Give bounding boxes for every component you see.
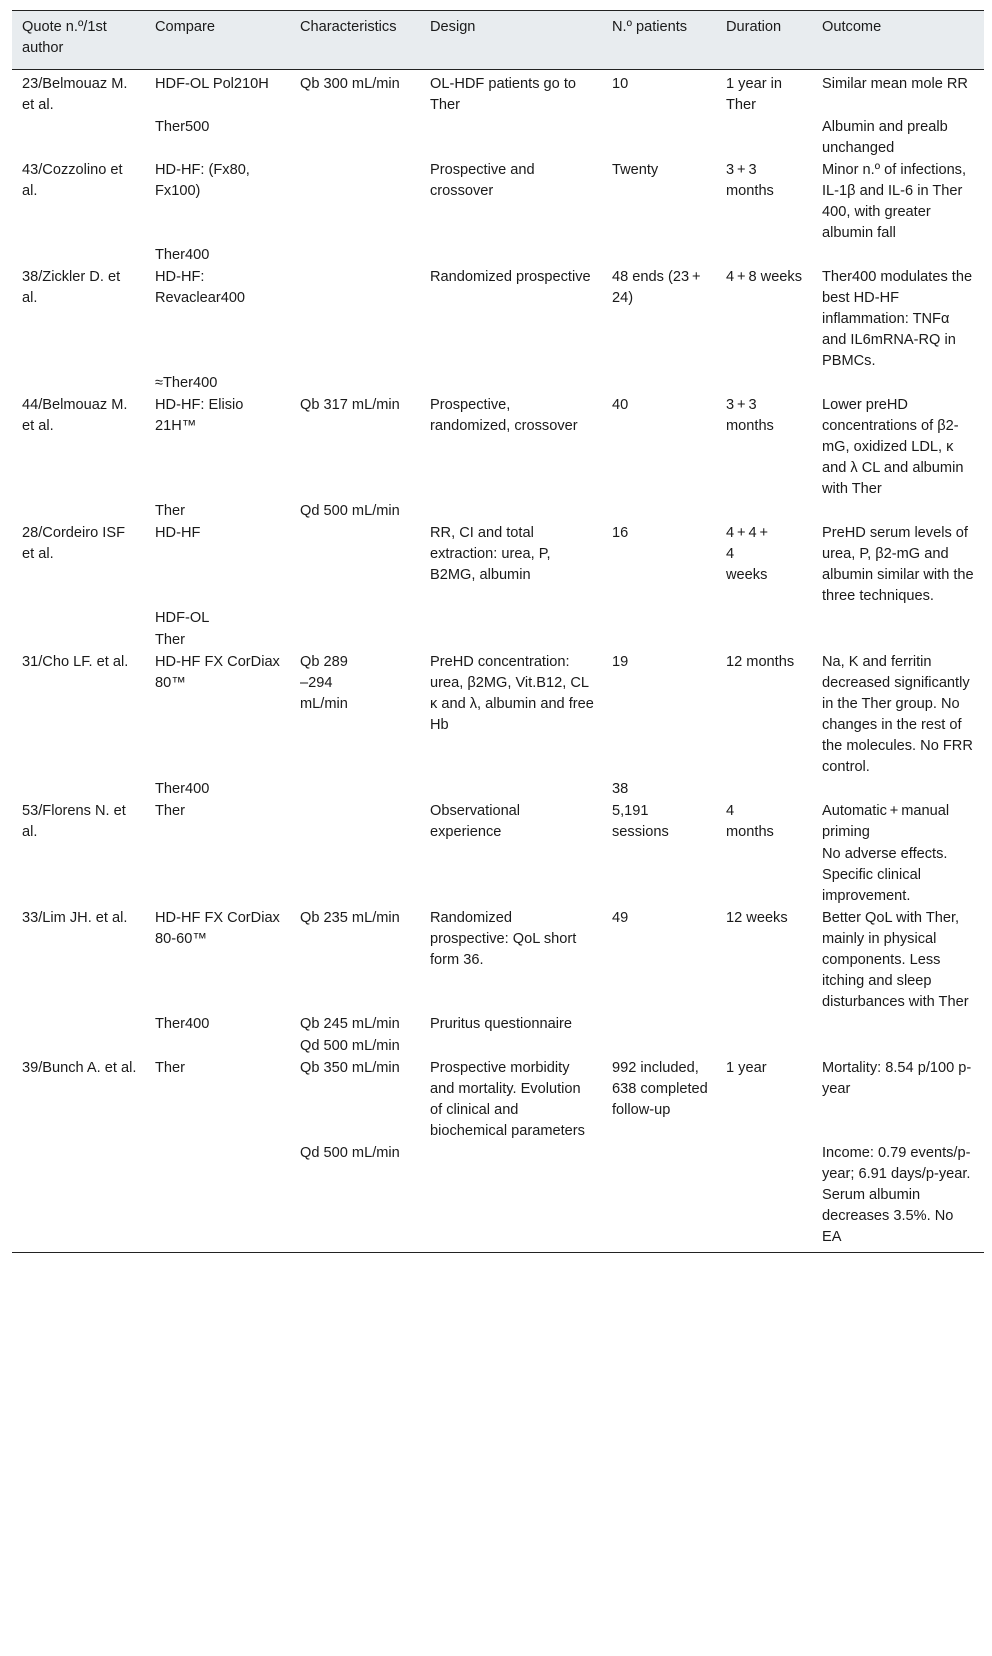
- cell-characteristics: [290, 801, 420, 844]
- cell-compare: Ther400: [155, 247, 210, 263]
- cell-outcome: Similar mean mole RR: [822, 76, 968, 92]
- cell-patients: [602, 1036, 716, 1058]
- cell-characteristics: Qd 500 mL/min: [290, 1143, 420, 1253]
- cell-duration: 12 months: [726, 654, 795, 670]
- cell-design: Randomized prospective: QoL short form 36.: [430, 910, 577, 968]
- cell-quote-author: [12, 1014, 145, 1036]
- cell-duration: [716, 117, 812, 160]
- header-compare: Compare: [145, 11, 290, 70]
- cell-quote-author: [12, 1036, 145, 1058]
- cell-patients: [602, 630, 716, 652]
- cell-characteristics: [290, 630, 420, 652]
- cell-patients: [602, 1014, 716, 1036]
- cell-compare: HD-HF: [155, 525, 201, 541]
- table-row: [12, 779, 984, 801]
- cell-duration: [716, 1036, 812, 1058]
- cell-patients: 38: [612, 781, 629, 797]
- cell-compare: HD-HF: (Fx80, Fx100): [155, 162, 250, 199]
- studies-table: [12, 10, 984, 1253]
- cell-duration: 3 + 3 months: [726, 162, 774, 199]
- table-row: [12, 630, 984, 652]
- cell-quote-author: 31/Cho LF. et al.: [22, 654, 129, 670]
- table-row: [12, 70, 984, 118]
- header-patients: N.º patients: [602, 11, 716, 70]
- cell-patients: 5,191 sessions: [612, 803, 669, 840]
- cell-duration: [716, 501, 812, 523]
- cell-characteristics: [290, 267, 420, 373]
- cell-duration: [716, 245, 812, 267]
- cell-outcome: [812, 501, 984, 523]
- cell-patients: [602, 117, 716, 160]
- cell-compare: ≈Ther400: [155, 375, 218, 391]
- cell-compare: HD-HF: Elisio 21H™: [155, 397, 244, 434]
- table-row: [12, 245, 984, 267]
- cell-quote-author: 28/Cordeiro ISF et al.: [22, 525, 126, 562]
- cell-design: Pruritus questionnaire: [430, 1016, 572, 1032]
- cell-compare: Ther: [155, 1060, 186, 1076]
- table-row: [12, 523, 984, 608]
- cell-quote-author: 38/Zickler D. et al.: [22, 269, 121, 306]
- cell-patients: [602, 373, 716, 395]
- cell-characteristics: Qb 245 mL/min: [300, 1016, 400, 1032]
- cell-characteristics: Qd 500 mL/min: [300, 1038, 400, 1054]
- cell-outcome: PreHD serum levels of urea, P, β2-mG and albumin similar with the three techniques.: [822, 525, 974, 604]
- cell-compare: HD-HF FX CorDiax 80™: [155, 654, 280, 691]
- cell-compare: Ther400: [155, 1016, 210, 1032]
- table-container: [12, 10, 984, 1253]
- table-row: [12, 501, 984, 523]
- cell-quote-author: [12, 844, 145, 908]
- table-row: [12, 908, 984, 1014]
- cell-duration: 4 + 8 weeks: [726, 269, 803, 285]
- cell-duration: 1 year: [726, 1060, 767, 1076]
- cell-patients: 992 included, 638 completed follow-up: [612, 1060, 708, 1118]
- cell-quote-author: [12, 501, 145, 523]
- table-row: [12, 608, 984, 630]
- cell-outcome: Automatic + manual priming: [822, 803, 950, 840]
- cell-patients: [602, 501, 716, 523]
- cell-quote-author: [12, 245, 145, 267]
- cell-duration: [716, 779, 812, 801]
- cell-design: PreHD concentration: urea, β2MG, Vit.B12, CL κ and λ, albumin and free Hb: [430, 654, 594, 733]
- cell-outcome: [812, 608, 984, 630]
- header-outcome: Outcome: [812, 11, 984, 70]
- table-row: [12, 1143, 984, 1253]
- cell-characteristics: [290, 844, 420, 908]
- cell-design: Randomized prospective: [430, 269, 591, 285]
- cell-design: Prospective morbidity and mortality. Evolution of clinical and biochemical parameters: [430, 1060, 585, 1139]
- cell-duration: 4 months: [726, 803, 774, 840]
- cell-design: [420, 501, 602, 523]
- cell-quote-author: [12, 117, 145, 160]
- cell-characteristics: [290, 608, 420, 630]
- cell-outcome: Better QoL with Ther, mainly in physical components. Less itching and sleep disturbances with Ther: [822, 910, 969, 1010]
- cell-outcome: Albumin and prealb unchanged: [822, 119, 948, 156]
- cell-duration: 4 + 4 + 4 weeks: [726, 525, 769, 583]
- header-quote-author: Quote n.º/1st author: [12, 11, 145, 70]
- cell-design: Prospective and crossover: [430, 162, 535, 199]
- cell-characteristics: Qb 235 mL/min: [300, 910, 400, 926]
- cell-compare: HD-HF FX CorDiax 80-60™: [155, 910, 280, 947]
- cell-duration: [716, 630, 812, 652]
- table-row: [12, 801, 984, 844]
- cell-quote-author: [12, 373, 145, 395]
- cell-outcome: Na, K and ferritin decreased significantly in the Ther group. No changes in the rest of the molecules. No FRR control.: [822, 654, 973, 775]
- cell-outcome: [812, 1036, 984, 1058]
- cell-characteristics: [290, 373, 420, 395]
- cell-patients: [602, 1143, 716, 1253]
- cell-design: Observational experience: [430, 803, 521, 840]
- table-row: [12, 373, 984, 395]
- cell-patients: 48 ends (23 + 24): [612, 269, 704, 306]
- header-characteristics: Characteristics: [290, 11, 420, 70]
- cell-compare: Ther: [155, 803, 186, 819]
- cell-compare: Ther500: [155, 119, 210, 135]
- cell-design: Prospective, randomized, crossover: [430, 397, 578, 434]
- cell-quote-author: [12, 608, 145, 630]
- cell-design: [420, 608, 602, 630]
- cell-characteristics: Qb 300 mL/min: [300, 76, 400, 92]
- header-design: Design: [420, 11, 602, 70]
- cell-duration: [716, 1014, 812, 1036]
- cell-patients: [602, 245, 716, 267]
- cell-quote-author: [12, 1143, 145, 1253]
- cell-patients: [602, 608, 716, 630]
- cell-design: [420, 779, 602, 801]
- cell-characteristics: [290, 523, 420, 608]
- cell-duration: [716, 373, 812, 395]
- table-row: [12, 117, 984, 160]
- cell-duration: [716, 1143, 812, 1253]
- cell-quote-author: 43/Cozzolino et al.: [22, 162, 123, 199]
- header-duration: Duration: [716, 11, 812, 70]
- cell-outcome: [812, 1014, 984, 1036]
- cell-outcome: [812, 779, 984, 801]
- cell-patients: 40: [612, 397, 629, 413]
- cell-compare: Ther: [155, 503, 186, 519]
- cell-characteristics: Qd 500 mL/min: [300, 503, 400, 519]
- table-row: [12, 652, 984, 779]
- cell-design: [420, 630, 602, 652]
- table-body: [12, 70, 984, 1253]
- table-header-row: [12, 11, 984, 70]
- cell-design: [420, 1036, 602, 1058]
- cell-characteristics: [290, 160, 420, 245]
- table-row: [12, 1036, 984, 1058]
- cell-design: [420, 245, 602, 267]
- cell-design: [420, 1143, 602, 1253]
- cell-outcome: [812, 373, 984, 395]
- cell-patients: 10: [612, 76, 629, 92]
- cell-compare: [145, 844, 290, 908]
- cell-outcome: Income: 0.79 events/p-year; 6.91 days/p-year. Serum albumin decreases 3.5%. No EA: [812, 1143, 984, 1253]
- cell-compare: [145, 1143, 290, 1253]
- cell-patients: [602, 844, 716, 908]
- cell-outcome: Ther400 modulates the best HD-HF inflammation: TNFα and IL6mRNA-RQ in PBMCs.: [822, 269, 973, 369]
- cell-patients: 19: [612, 654, 629, 670]
- cell-outcome: Minor n.º of infections, IL-1β and IL-6 in Ther 400, with greater albumin fall: [822, 162, 967, 241]
- cell-outcome: [812, 245, 984, 267]
- cell-design: RR, CI and total extraction: urea, P, B2MG, albumin: [430, 525, 551, 583]
- cell-characteristics: Qb 317 mL/min: [300, 397, 400, 413]
- cell-patients: 16: [612, 525, 629, 541]
- cell-quote-author: 53/Florens N. et al.: [22, 803, 126, 840]
- table-row: [12, 1014, 984, 1036]
- cell-characteristics: Qb 289 –294 mL/min: [300, 654, 348, 712]
- cell-duration: 1 year in Ther: [726, 76, 782, 113]
- cell-design: [420, 844, 602, 908]
- cell-outcome: Lower preHD concentrations of β2-mG, oxidized LDL, κ and λ CL and albumin with Ther: [822, 397, 964, 497]
- cell-duration: 3 + 3 months: [726, 397, 774, 434]
- table-row: [12, 395, 984, 501]
- cell-quote-author: [12, 779, 145, 801]
- cell-design: [420, 373, 602, 395]
- cell-design: [420, 117, 602, 160]
- cell-patients: Twenty: [612, 162, 659, 178]
- table-row: [12, 844, 984, 908]
- cell-design: OL-HDF patients go to Ther: [430, 76, 577, 113]
- cell-compare: Ther400: [155, 781, 210, 797]
- table-row: [12, 267, 984, 373]
- cell-compare: HDF-OL Pol210H: [155, 76, 269, 92]
- cell-compare: HD-HF: Revaclear400: [155, 269, 246, 306]
- cell-duration: [716, 844, 812, 908]
- cell-characteristics: [290, 245, 420, 267]
- cell-patients: 49: [612, 910, 629, 926]
- cell-compare: Ther: [155, 632, 186, 648]
- cell-compare: HDF-OL: [155, 610, 210, 626]
- cell-characteristics: [290, 779, 420, 801]
- cell-outcome: [812, 630, 984, 652]
- table-row: [12, 1058, 984, 1143]
- cell-quote-author: 44/Belmouaz M. et al.: [22, 397, 128, 434]
- cell-duration: [716, 608, 812, 630]
- cell-quote-author: [12, 630, 145, 652]
- cell-characteristics: [290, 117, 420, 160]
- cell-outcome: No adverse effects. Specific clinical improvement.: [822, 846, 948, 904]
- cell-quote-author: 39/Bunch A. et al.: [22, 1060, 137, 1076]
- cell-characteristics: Qb 350 mL/min: [300, 1060, 400, 1076]
- cell-compare: [145, 1036, 290, 1058]
- cell-outcome: Mortality: 8.54 p/100 p-year: [822, 1060, 972, 1097]
- cell-quote-author: 23/Belmouaz M. et al.: [22, 76, 128, 113]
- table-row: [12, 160, 984, 245]
- cell-duration: 12 weeks: [726, 910, 788, 926]
- cell-quote-author: 33/Lim JH. et al.: [22, 910, 128, 926]
